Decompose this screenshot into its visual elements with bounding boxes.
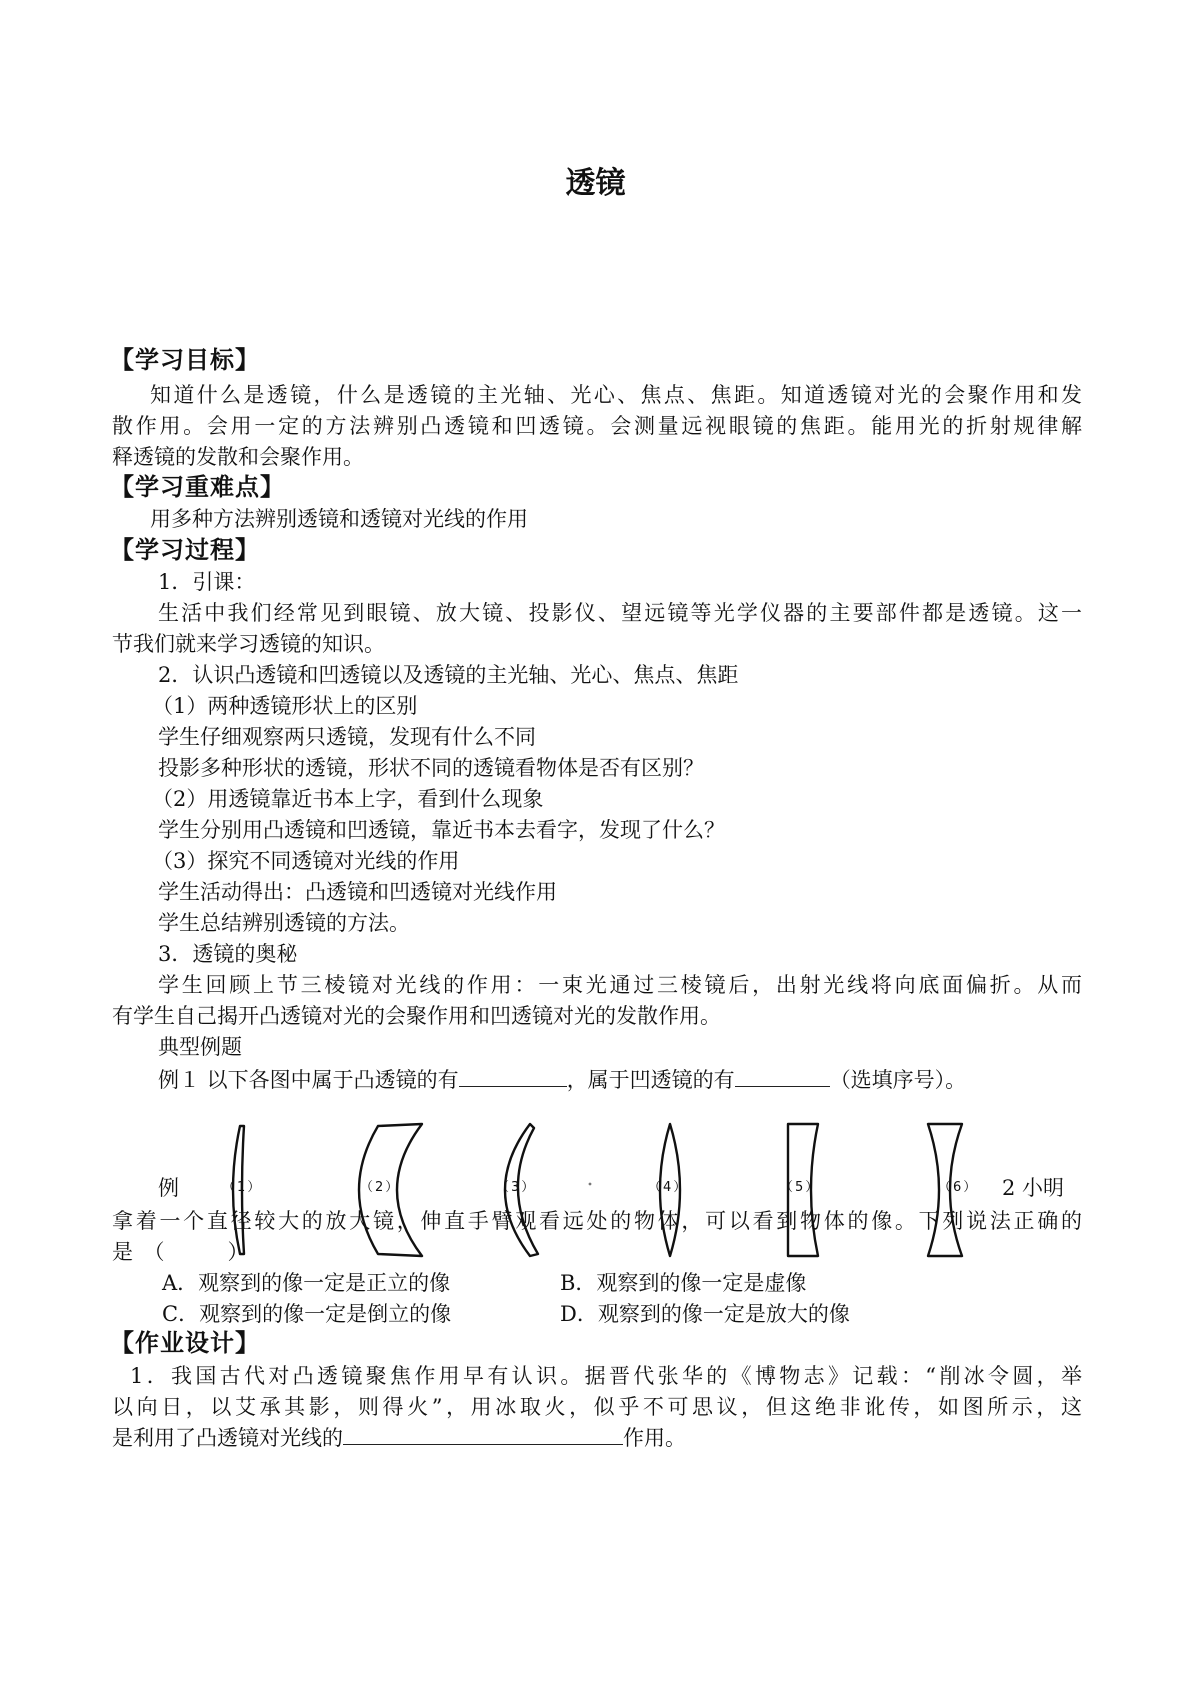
goals-line-3: 释透镜的发散和会聚作用。 [112, 445, 364, 469]
heading-homework: 【作业设计】 [110, 1329, 260, 1357]
lens-label-4: （4） [648, 1180, 689, 1195]
process-line-4: 2．认识凸透镜和凹透镜以及透镜的主光轴、光心、焦点、焦距 [158, 663, 739, 687]
heading-key-points: 【学习重难点】 [110, 473, 285, 501]
process-line-5: （1）两种透镜形状上的区别 [152, 694, 418, 718]
example1-blank-convex[interactable] [459, 1066, 567, 1087]
example1-question [158, 1064, 966, 1094]
example1-suffix: （选填序号）。 [829, 1068, 967, 1092]
goals-line-2: 散作用。会用一定的方法辨别凸透镜和凹透镜。会测量远视眼镜的焦距。能用光的折射规律解 [112, 414, 1082, 438]
example2-line-2: 拿着一个直径较大的放大镜，伸直手臂观看远处的物体，可以看到物体的像。下列说法正确的 [112, 1209, 1082, 1233]
lens-label-5: （5） [780, 1180, 821, 1195]
process-line-15: 有学生自己揭开凸透镜对光的会聚作用和凹透镜对光的发散作用。 [112, 1004, 721, 1028]
option-d[interactable]: D．观察到的像一定是放大的像 [560, 1302, 850, 1326]
option-b[interactable]: B．观察到的像一定是虚像 [560, 1271, 807, 1295]
lens-label-3: （3） [496, 1180, 537, 1195]
process-line-10: （3）探究不同透镜对光线的作用 [152, 849, 460, 873]
process-line-1: 1．引课： [158, 570, 256, 594]
option-c[interactable]: C．观察到的像一定是倒立的像 [162, 1302, 452, 1326]
process-line-12: 学生总结辨别透镜的方法。 [158, 911, 410, 935]
example2-line-3: 是 （ ） [112, 1240, 249, 1264]
process-line-8: （2）用透镜靠近书本上字，看到什么现象 [152, 787, 544, 811]
heading-goals: 【学习目标】 [110, 346, 260, 374]
process-line-6: 学生仔细观察两只透镜，发现有什么不同 [158, 725, 536, 749]
process-line-2: 生活中我们经常见到眼镜、放大镜、投影仪、望远镜等光学仪器的主要部件都是透镜。这一 [158, 601, 1082, 625]
process-line-7: 投影多种形状的透镜，形状不同的透镜看物体是否有区别？ [158, 756, 704, 780]
example2-tail: 2 小明 [1002, 1176, 1065, 1200]
process-line-14: 学生回顾上节三棱镜对光线的作用：一束光通过三棱镜后，出射光线将向底面偏折。从而 [158, 973, 1082, 997]
process-line-3: 节我们就来学习透镜的知识。 [112, 632, 385, 656]
homework-line-3-suffix: 作用。 [623, 1426, 686, 1450]
example1-middle: ，属于凹透镜的有 [566, 1068, 735, 1092]
homework-line-1: 1．我国古代对凸透镜聚焦作用早有认识。据晋代张华的《博物志》记载：“削冰令圆，举 [130, 1364, 1082, 1388]
lens-label-2: （2） [360, 1180, 401, 1195]
option-a[interactable]: A．观察到的像一定是正立的像 [162, 1271, 451, 1295]
lens-label-1: （1） [222, 1180, 263, 1195]
process-line-11: 学生活动得出：凸透镜和凹透镜对光线作用 [158, 880, 557, 904]
goals-line-1: 知道什么是透镜，什么是透镜的主光轴、光心、焦点、焦距。知道透镜对光的会聚作用和发 [150, 383, 1082, 407]
heading-process: 【学习过程】 [110, 536, 260, 564]
process-line-9: 学生分别用凸透镜和凹透镜，靠近书本去看字，发现了什么？ [158, 818, 725, 842]
example2-start: 例 [158, 1176, 179, 1200]
process-line-16: 典型例题 [158, 1035, 242, 1059]
page-title: 透镜 [565, 166, 626, 201]
homework-line-3 [112, 1422, 686, 1452]
lens-figure [200, 1120, 1000, 1260]
example1-prefix: 例１ 以下各图中属于凸透镜的有 [158, 1068, 459, 1092]
example1-blank-concave[interactable] [735, 1066, 830, 1087]
lens-label-6: （6） [938, 1180, 979, 1195]
homework-line-2: 以向日，以艾承其影，则得火”，用冰取火，似乎不可思议，但这绝非讹传，如图所示，这 [112, 1395, 1082, 1419]
homework-blank[interactable] [343, 1424, 623, 1445]
homework-line-3-prefix: 是利用了凸透镜对光线的 [112, 1426, 343, 1450]
process-line-13: 3．透镜的奥秘 [158, 942, 298, 966]
key-points-line: 用多种方法辨别透镜和透镜对光线的作用 [150, 507, 528, 531]
